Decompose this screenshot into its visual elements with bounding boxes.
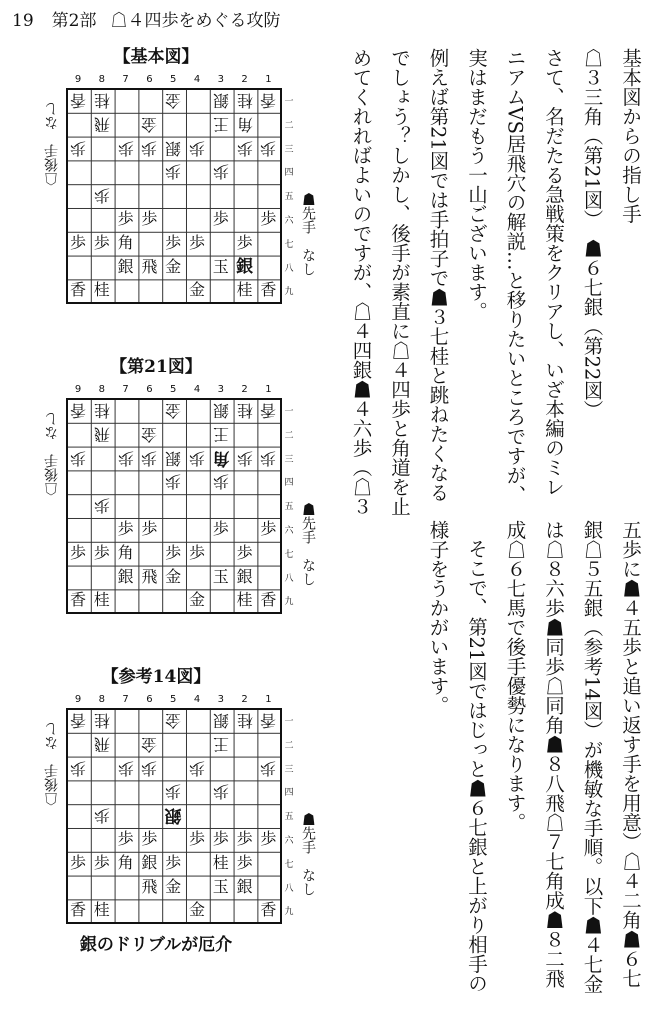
gote-piece: 桂 xyxy=(236,401,253,420)
column-label: 6 xyxy=(146,74,153,85)
gote-piece: 金 xyxy=(165,401,182,420)
sente-piece: 飛 xyxy=(141,876,158,896)
gote-piece: 角 xyxy=(236,114,253,134)
shogi-board xyxy=(66,398,282,614)
column-labels xyxy=(66,694,282,708)
text-line: 成☖６七馬で後手優勢になります。 xyxy=(503,520,527,832)
gote-piece: 歩 xyxy=(189,448,206,468)
gote-piece: 金 xyxy=(165,711,182,730)
column-label: 7 xyxy=(122,74,129,85)
gote-piece: 桂 xyxy=(93,401,110,420)
gote-piece: 歩 xyxy=(70,758,87,778)
gote-piece: 歩 xyxy=(260,138,277,158)
sente-piece: 歩 xyxy=(141,209,158,228)
page-number: 19 xyxy=(12,11,34,31)
gote-piece: 歩 xyxy=(70,138,87,158)
sente-piece: 香 xyxy=(69,280,86,300)
sente-piece: 歩 xyxy=(93,542,110,562)
sente-hand: ☗先手 なし xyxy=(300,812,316,896)
column-label: 7 xyxy=(122,384,129,395)
row-label: 三 xyxy=(284,144,294,155)
row-label: 五 xyxy=(284,502,294,513)
gote-hand: ☖後手 なし xyxy=(44,102,60,186)
column-label: 1 xyxy=(265,694,272,705)
column-label: 4 xyxy=(193,74,201,85)
gote-piece: 角 xyxy=(212,447,230,468)
gote-piece: 王 xyxy=(212,734,229,754)
sente-piece: 銀 xyxy=(236,566,253,586)
sente-piece: 歩 xyxy=(260,209,277,228)
gote-piece: 香 xyxy=(70,91,87,110)
sente-piece: 玉 xyxy=(212,256,229,276)
sente-piece: 歩 xyxy=(141,519,158,538)
column-label: 5 xyxy=(170,694,177,705)
sente-piece: 飛 xyxy=(141,256,158,276)
sente-piece: 歩 xyxy=(236,232,253,252)
sente-piece: 角 xyxy=(117,542,134,562)
gote-piece: 銀 xyxy=(165,138,182,158)
diagram-sanko-14 xyxy=(6,662,316,972)
text-line: は☖８六歩☗同歩☖同角☗８八飛☖７七角成☗８二飛 xyxy=(542,520,565,988)
gote-piece: 歩 xyxy=(141,138,158,158)
sente-piece: 桂 xyxy=(93,900,110,920)
sente-piece: 銀 xyxy=(236,876,253,896)
gote-piece: 王 xyxy=(212,114,229,134)
row-label: 三 xyxy=(284,764,294,775)
column-label: 3 xyxy=(217,694,224,705)
text-line: 実はまだもう一山ございます。 xyxy=(465,48,488,321)
column-labels xyxy=(66,74,282,88)
column-label: 7 xyxy=(122,694,129,705)
sente-piece: 歩 xyxy=(117,209,134,228)
text-line: さて、名だたる急戦策をクリアし、いざ本編のミレ xyxy=(542,48,565,497)
gote-piece: 桂 xyxy=(236,91,253,110)
sente-piece: 歩 xyxy=(69,232,86,252)
column-labels xyxy=(66,384,282,398)
column-label: 3 xyxy=(217,74,224,85)
sente-piece: 玉 xyxy=(212,566,229,586)
gote-piece: 歩 xyxy=(141,448,158,468)
gote-piece: 歩 xyxy=(260,448,277,468)
sente-piece: 銀 xyxy=(236,256,254,277)
text-line: 様子をうかがいます。 xyxy=(426,520,450,715)
text-line: 基本図からの指し手 xyxy=(619,48,642,224)
sente-piece: 歩 xyxy=(260,829,277,848)
gote-piece: 歩 xyxy=(212,162,229,182)
row-labels xyxy=(283,710,295,926)
row-label: 九 xyxy=(284,907,294,918)
sente-piece: 歩 xyxy=(236,852,253,872)
sente-piece: 桂 xyxy=(93,280,110,300)
sente-piece: 桂 xyxy=(236,280,253,300)
shogi-board xyxy=(66,708,282,924)
sente-piece: 玉 xyxy=(212,876,229,896)
text-line: 五歩に☗４五歩と追い返す手を用意）☖４二角☗６七 xyxy=(619,520,642,988)
gote-piece: 歩 xyxy=(189,758,206,778)
diagram-kihonzu xyxy=(6,42,316,342)
column-label: 1 xyxy=(265,74,272,85)
row-labels xyxy=(283,400,295,616)
row-label: 七 xyxy=(284,859,294,870)
sente-hand: ☗先手 なし xyxy=(300,502,316,586)
gote-piece: 桂 xyxy=(93,91,110,110)
gote-piece: 桂 xyxy=(93,711,110,730)
gote-piece: 歩 xyxy=(93,496,110,516)
sente-piece: 歩 xyxy=(212,519,229,538)
row-label: 二 xyxy=(284,740,294,751)
row-label: 六 xyxy=(284,216,294,226)
sente-piece: 香 xyxy=(260,900,277,920)
gote-piece: 金 xyxy=(141,424,158,444)
row-label: 八 xyxy=(284,263,294,274)
text-line: そこで、第21図ではじっと☗６七銀と上がり相手の xyxy=(465,539,488,993)
body-text-lower xyxy=(418,520,649,1000)
page-header xyxy=(12,6,280,31)
gote-piece: 歩 xyxy=(165,162,182,182)
diagram-21 xyxy=(6,352,316,652)
sente-piece: 香 xyxy=(69,900,86,920)
sente-piece: 金 xyxy=(188,280,205,300)
sente-piece: 歩 xyxy=(236,542,253,562)
sente-piece: 角 xyxy=(117,232,134,252)
sente-piece: 金 xyxy=(165,566,182,586)
gote-hand: ☖後手 なし xyxy=(44,722,60,806)
sente-piece: 金 xyxy=(165,256,182,276)
column-label: 5 xyxy=(170,74,177,85)
gote-piece: 飛 xyxy=(93,114,110,134)
sente-piece: 桂 xyxy=(93,590,110,610)
row-label: 七 xyxy=(284,549,294,560)
row-label: 八 xyxy=(284,573,294,584)
column-label: 8 xyxy=(98,384,105,395)
sente-piece: 歩 xyxy=(212,829,229,848)
column-label: 2 xyxy=(241,384,248,395)
sente-piece: 歩 xyxy=(117,829,134,848)
gote-piece: 歩 xyxy=(117,758,134,778)
gote-piece: 歩 xyxy=(260,758,277,778)
shogi-board xyxy=(66,88,282,304)
gote-piece: 歩 xyxy=(212,782,229,802)
column-label: 1 xyxy=(265,384,272,395)
sente-piece: 歩 xyxy=(260,519,277,538)
gote-piece: 歩 xyxy=(117,138,134,158)
gote-piece: 銀 xyxy=(164,805,182,826)
row-label: 五 xyxy=(284,192,294,203)
sente-piece: 歩 xyxy=(165,232,182,252)
sente-piece: 金 xyxy=(188,590,205,610)
sente-piece: 桂 xyxy=(236,590,253,610)
gote-piece: 金 xyxy=(141,734,158,754)
sente-piece: 歩 xyxy=(117,519,134,538)
sente-piece: 銀 xyxy=(117,566,134,586)
row-label: 一 xyxy=(284,97,294,107)
gote-piece: 香 xyxy=(70,711,87,730)
gote-piece: 歩 xyxy=(236,138,253,158)
row-label: 八 xyxy=(284,883,294,894)
gote-piece: 香 xyxy=(260,711,277,730)
gote-piece: 金 xyxy=(165,91,182,110)
gote-piece: 王 xyxy=(212,424,229,444)
sente-piece: 歩 xyxy=(188,542,205,562)
text-line: ニアムVS居飛穴の解説…と移りたいところですが、 xyxy=(503,48,527,505)
gote-hand: ☖後手 なし xyxy=(44,412,60,496)
column-label: 9 xyxy=(74,74,82,85)
gote-piece: 歩 xyxy=(189,138,206,158)
gote-piece: 歩 xyxy=(141,758,158,778)
row-label: 九 xyxy=(284,597,294,608)
gote-piece: 歩 xyxy=(93,186,110,206)
gote-piece: 銀 xyxy=(212,91,229,110)
gote-piece: 歩 xyxy=(70,448,87,468)
text-line: でしょう？しかし、後手が素直に☖４四歩と角道を止 xyxy=(388,48,411,516)
column-label: 2 xyxy=(241,694,248,705)
part-label: 第2部 xyxy=(51,11,97,31)
sente-piece: 歩 xyxy=(69,852,86,872)
sente-piece: 桂 xyxy=(212,852,229,872)
row-label: 四 xyxy=(284,168,294,179)
sente-piece: 飛 xyxy=(141,566,158,586)
row-label: 七 xyxy=(284,239,294,250)
sente-piece: 歩 xyxy=(69,542,86,562)
gote-piece: 銀 xyxy=(212,711,229,730)
row-label: 四 xyxy=(284,788,294,799)
sente-piece: 金 xyxy=(165,876,182,896)
sente-hand: ☗先手 なし xyxy=(300,192,316,276)
sente-piece: 歩 xyxy=(141,829,158,848)
column-label: 3 xyxy=(217,384,224,395)
section-title: ☖４四歩をめぐる攻防 xyxy=(110,11,281,31)
row-label: 三 xyxy=(284,454,294,465)
row-label: 二 xyxy=(284,120,294,131)
gote-piece: 桂 xyxy=(236,711,253,730)
column-label: 4 xyxy=(193,694,201,705)
column-label: 8 xyxy=(98,694,105,705)
sente-piece: 角 xyxy=(117,852,134,872)
gote-piece: 飛 xyxy=(93,424,110,444)
sente-piece: 香 xyxy=(260,590,277,610)
row-label: 五 xyxy=(284,812,294,823)
row-label: 九 xyxy=(284,287,294,298)
gote-piece: 金 xyxy=(141,114,158,134)
gote-piece: 飛 xyxy=(93,734,110,754)
gote-piece: 歩 xyxy=(117,448,134,468)
row-label: 一 xyxy=(284,407,294,417)
gote-piece: 香 xyxy=(260,91,277,110)
sente-piece: 歩 xyxy=(188,829,205,848)
sente-piece: 歩 xyxy=(188,232,205,252)
sente-piece: 金 xyxy=(188,900,205,920)
row-label: 四 xyxy=(284,478,294,489)
column-label: 5 xyxy=(170,384,177,395)
sente-piece: 歩 xyxy=(165,542,182,562)
gote-piece: 銀 xyxy=(212,401,229,420)
row-label: 六 xyxy=(284,526,294,536)
sente-piece: 銀 xyxy=(141,852,158,872)
column-label: 8 xyxy=(98,74,105,85)
diagram-title: 【基本図】 xyxy=(113,47,199,67)
row-label: 二 xyxy=(284,430,294,441)
diagram-caption: 銀のドリブルが厄介 xyxy=(79,935,233,955)
sente-piece: 歩 xyxy=(93,852,110,872)
gote-piece: 歩 xyxy=(212,472,229,492)
sente-piece: 香 xyxy=(69,590,86,610)
row-labels xyxy=(283,90,295,306)
text-line: 例えば第21図では手拍子で☗３七桂と跳ねたくなる xyxy=(426,48,450,502)
gote-piece: 銀 xyxy=(165,448,182,468)
text-line: めてくれればよいのですが、☖４四銀☗４六歩（☖３ xyxy=(349,48,373,516)
gote-piece: 歩 xyxy=(236,448,253,468)
gote-piece: 香 xyxy=(70,401,87,420)
sente-piece: 香 xyxy=(260,280,277,300)
column-label: 4 xyxy=(193,384,201,395)
row-label: 一 xyxy=(284,717,294,727)
row-label: 六 xyxy=(284,836,294,846)
sente-piece: 銀 xyxy=(117,256,134,276)
column-label: 9 xyxy=(74,384,82,395)
diagram-title: 【参考14図】 xyxy=(101,667,211,687)
text-line: ☖３三角（第21図） ☗６七銀（第22図） xyxy=(580,48,604,420)
gote-piece: 香 xyxy=(260,401,277,420)
sente-piece: 歩 xyxy=(165,852,182,872)
column-label: 6 xyxy=(146,694,153,705)
column-label: 6 xyxy=(146,384,153,395)
column-label: 9 xyxy=(74,694,82,705)
sente-piece: 歩 xyxy=(236,829,253,848)
text-line: 銀☖５五銀（参考14図）が機敏な手順。以下☗４七金 xyxy=(580,520,604,994)
diagram-title: 【第21図】 xyxy=(110,357,202,377)
sente-piece: 歩 xyxy=(93,232,110,252)
column-label: 2 xyxy=(241,74,248,85)
sente-piece: 歩 xyxy=(212,209,229,228)
gote-piece: 歩 xyxy=(165,782,182,802)
gote-piece: 歩 xyxy=(165,472,182,492)
gote-piece: 歩 xyxy=(93,806,110,826)
